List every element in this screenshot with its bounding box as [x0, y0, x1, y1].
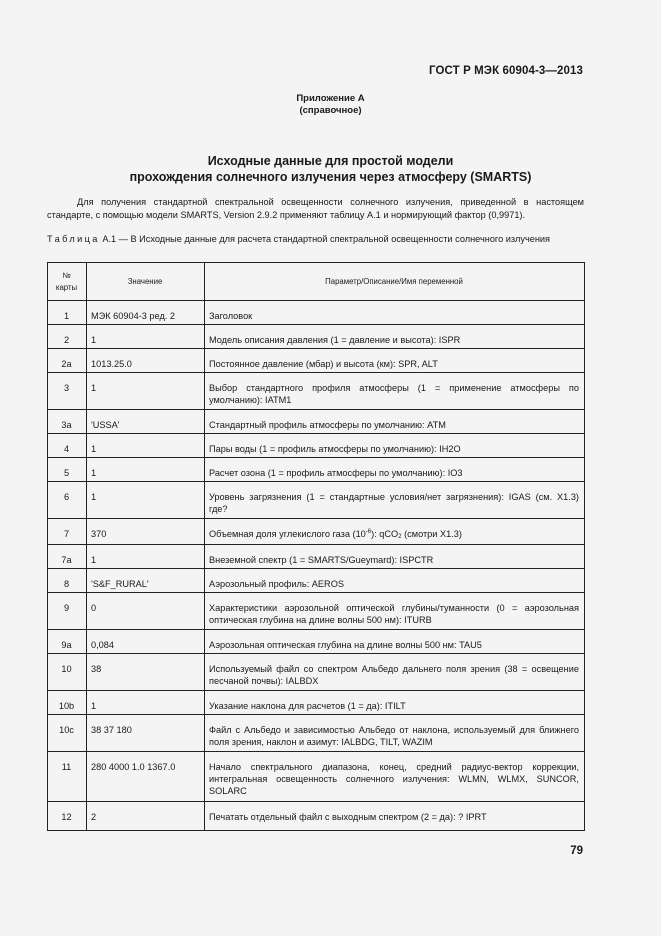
page-title: [0, 153, 661, 185]
param-text-part: (смотри X1.3): [401, 529, 462, 539]
table-row: [48, 593, 585, 630]
value-cell: 'USSA': [87, 410, 205, 434]
appendix-heading: [0, 93, 661, 117]
table-row: [48, 349, 585, 373]
param-cell: Аэрозольная оптическая глубина на длине волны 500 нм: TAU5: [205, 630, 585, 654]
value-cell: 0: [87, 593, 205, 630]
param-cell: Постоянное давление (мбар) и высота (км): SPR, ALT: [205, 349, 585, 373]
header-param: Параметр/Описание/Имя переменной: [205, 263, 585, 301]
card-number-cell: 10c: [48, 715, 87, 752]
appendix-label: Приложение А: [296, 93, 365, 104]
param-cell: [205, 519, 585, 545]
param-cell: Начало спектрального диапазона, конец, средний радиус-вектор коррекции, интегральная освещенность солнечного излучения: WLMN, WLMX, SUNCOR, SOLARC: [205, 752, 585, 802]
value-cell: 38: [87, 654, 205, 691]
value-cell: 1013.25.0: [87, 349, 205, 373]
param-cell: Заголовок: [205, 301, 585, 325]
table-row: [48, 569, 585, 593]
table-row: [48, 691, 585, 715]
param-text-part: 2: [398, 534, 402, 540]
param-cell: Выбор стандартного профиля атмосферы (1 = применение атмосферы по умолчанию): IATM1: [205, 373, 585, 410]
param-cell: Характеристики аэрозольной оптической глубины/туманности (0 = аэрозольная оптическая глубина на длине волны 500 нм): ITURB: [205, 593, 585, 630]
header-card-no: № карты: [48, 263, 87, 301]
param-cell: Стандартный профиль атмосферы по умолчанию: ATM: [205, 410, 585, 434]
table-row: [48, 545, 585, 569]
title-line-1: Исходные данные для простой модели: [207, 154, 454, 168]
value-cell: 38 37 180: [87, 715, 205, 752]
value-cell: 1: [87, 482, 205, 519]
input-data-table: [47, 262, 585, 831]
param-cell: Пары воды (1 = профиль атмосферы по умолчанию): IH2O: [205, 434, 585, 458]
intro-paragraph: Для получения стандартной спектральной освещенности солнечного излучения, приведенной в настоящем стандарте, с помощью модели SMARTS, Version 2.9.2 применяют таблицу А.1 и нормирующий фактор (0,9971).: [47, 197, 584, 220]
card-number-cell: 9a: [48, 630, 87, 654]
card-number-cell: 2a: [48, 349, 87, 373]
value-cell: 1: [87, 325, 205, 349]
table-row: [48, 482, 585, 519]
table-row: [48, 752, 585, 802]
table-caption: [47, 234, 584, 246]
value-cell: 1: [87, 434, 205, 458]
table-row: [48, 458, 585, 482]
card-number-cell: 1: [48, 301, 87, 325]
standard-designation: ГОСТ Р МЭК 60904-3—2013: [429, 65, 583, 77]
card-number-cell: 2: [48, 325, 87, 349]
param-cell: Расчет озона (1 = профиль атмосферы по умолчанию): IO3: [205, 458, 585, 482]
table-caption-text: А.1 — В Исходные данные для расчета стандартной спектральной освещенности солнечного излучения: [99, 234, 551, 244]
param-cell: Используемый файл со спектром Альбедо дальнего поля зрения (38 = освещение песчаной почвы): IALBDX: [205, 654, 585, 691]
card-number-cell: 3: [48, 373, 87, 410]
card-number-cell: 10: [48, 654, 87, 691]
param-cell: Внеземной спектр (1 = SMARTS/Gueymard): ISPCTR: [205, 545, 585, 569]
appendix-note: (справочное): [299, 105, 362, 116]
value-cell: 1: [87, 373, 205, 410]
param-text-part: -6: [365, 529, 372, 535]
param-cell: Уровень загрязнения (1 = стандартные условия/нет загрязнения): IGAS (см. X1.3) где?: [205, 482, 585, 519]
header-value: Значение: [87, 263, 205, 301]
table-header-row: [48, 263, 585, 301]
card-number-cell: 4: [48, 434, 87, 458]
table-row: [48, 373, 585, 410]
value-cell: 1: [87, 458, 205, 482]
param-text-part: Объемная доля углекислого газа (10: [209, 529, 366, 539]
card-number-cell: 5: [48, 458, 87, 482]
value-cell: 370: [87, 519, 205, 545]
table-row: [48, 715, 585, 752]
param-cell: Модель описания давления (1 = давление и высота): ISPR: [205, 325, 585, 349]
card-number-cell: 12: [48, 802, 87, 831]
card-number-cell: 8: [48, 569, 87, 593]
table-row: [48, 301, 585, 325]
page-number: 79: [570, 845, 583, 857]
card-number-cell: 3a: [48, 410, 87, 434]
card-number-cell: 7: [48, 519, 87, 545]
table-row: [48, 434, 585, 458]
value-cell: 1: [87, 545, 205, 569]
value-cell: 2: [87, 802, 205, 831]
table-row: [48, 654, 585, 691]
value-cell: 'S&F_RURAL': [87, 569, 205, 593]
card-number-cell: 6: [48, 482, 87, 519]
table-row: [48, 630, 585, 654]
value-cell: МЭК 60904-3 ред. 2: [87, 301, 205, 325]
table-caption-prefix: Таблица: [47, 234, 100, 244]
param-cell: Файл с Альбедо и зависимостью Альбедо от наклона, используемый для ближнего поля зрения, наклон и азимут: IALBDG, TILT, WAZIM: [205, 715, 585, 752]
table-row: [48, 410, 585, 434]
card-number-cell: 10b: [48, 691, 87, 715]
card-number-cell: 9: [48, 593, 87, 630]
table-row: [48, 325, 585, 349]
value-cell: 280 4000 1.0 1367.0: [87, 752, 205, 802]
param-cell: Указание наклона для расчетов (1 = да): ITILT: [205, 691, 585, 715]
param-cell: Печатать отдельный файл с выходным спектром (2 = да): ? IPRT: [205, 802, 585, 831]
value-cell: 0,084: [87, 630, 205, 654]
table-row: [48, 802, 585, 831]
param-text-part: ): qCO: [371, 529, 399, 539]
param-cell: Аэрозольный профиль: AEROS: [205, 569, 585, 593]
title-line-2: прохождения солнечного излучения через атмосферу (SMARTS): [129, 170, 532, 184]
card-number-cell: 7a: [48, 545, 87, 569]
card-number-cell: 11: [48, 752, 87, 802]
value-cell: 1: [87, 691, 205, 715]
table-row: [48, 519, 585, 545]
